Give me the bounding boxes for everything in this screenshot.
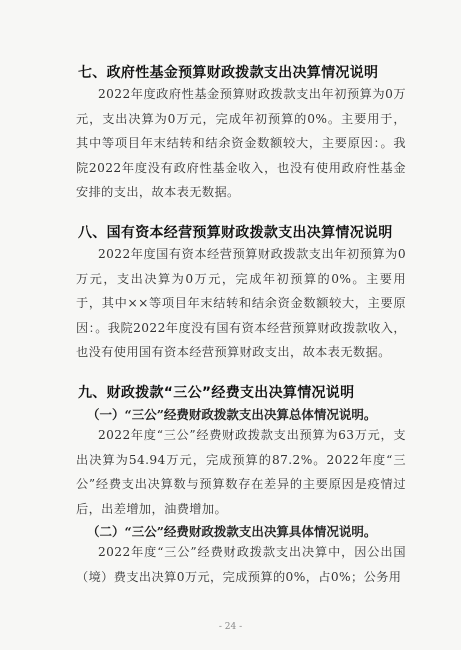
section-9-subheading-1: （一）“三公”经费财政拨款支出决算总体情况说明。 — [87, 407, 377, 422]
section-7-heading: 七、政府性基金预算财政拨款支出决算情况说明 — [78, 65, 379, 81]
section-9-subheading-2: （二）“三公”经费财政拨款支出决算具体情况说明。 — [87, 524, 377, 539]
section-9-paragraph-2: 2022年度“三公”经费财政拨款支出决算中，因公出国（境）费支出决算0万元，完成预算的0%，占0%；公务用 — [76, 545, 406, 584]
section-9-paragraph-1: 2022年度“三公”经费财政拨款支出预算为63万元，支出决算为54.94万元，完成预算的87.2%。2022年度“三公”经费支出决算数与预算数存在差异的主要原因是疫情过后，出差增加，油费增加。 — [76, 428, 406, 516]
section-7-paragraph: 2022年度政府性基金预算财政拨款支出年初预算为0万元，支出决算为0万元，完成年初预算的0%。主要用于，其中等项目年末结转和结余资金数额较大，主要原因：。我院2022年度没有政府性基金收入，也没有使用政府性基金安排的支出，故本表无数据。 — [76, 87, 406, 199]
section-9-heading: 九、财政拨款“三公”经费支出决算情况说明 — [78, 385, 355, 401]
section-8-heading: 八、国有资本经营预算财政拨款支出决算情况说明 — [78, 225, 393, 241]
section-8-paragraph: 2022年度国有资本经营预算财政拨款支出年初预算为0万元，支出决算为0万元，完成年初预算的0%。主要用于，其中××等项目年末结转和结余资金数额较大，主要原因：。我院2022年度没有国有资本经营预算财政拨款收入，也没有使用国有资本经营预算财政支出，故本表无数据。 — [76, 247, 406, 359]
page-number: - 24 - — [218, 622, 243, 632]
